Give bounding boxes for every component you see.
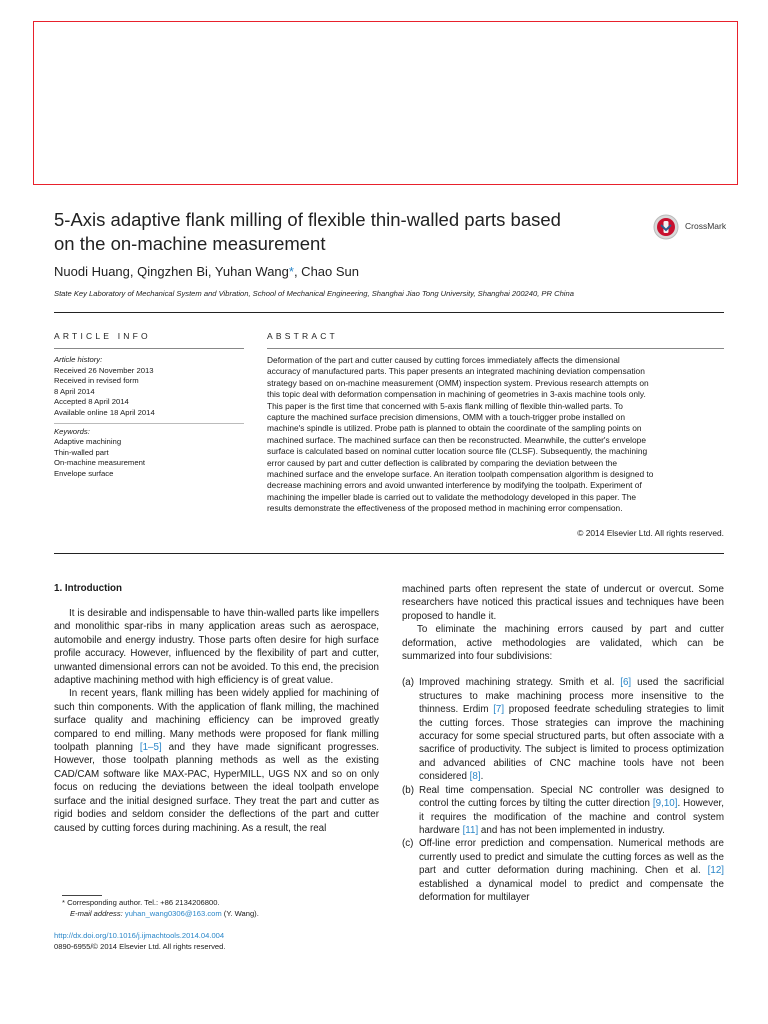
left-column	[54, 607, 379, 835]
right-column	[402, 583, 724, 904]
divider	[54, 312, 724, 313]
paper-title: 5-Axis adaptive flank milling of flexible thin-walled parts based on the on-machine measurement	[54, 209, 561, 254]
affiliation: State Key Laboratory of Mechanical System and Vibration, School of Mechanical Engineering, Shanghai Jiao Tong University, Shanghai 200240, PR China	[54, 289, 574, 298]
article-info-heading: ARTICLE INFO	[54, 331, 151, 341]
history-label: Article history:	[54, 355, 103, 364]
author-list: Nuodi Huang, Qingzhen Bi, Yuhan Wang*, Chao Sun	[54, 264, 359, 279]
history-item: 8 April 2014	[54, 386, 95, 396]
email-link[interactable]: yuhan_wang0306@163.com	[124, 908, 222, 918]
copyright: © 2014 Elsevier Ltd. All rights reserved.	[577, 528, 724, 538]
abstract-text: Deformation of the part and cutter caused by cutting forces immediately affects the dimensional accuracy of manufactured parts. This paper presents an integrated machining deviation compensation strategy based on on-machine measurement (OMM) inspection system. Previous research attempts on this topic deal with deformation compensation in machining of geometries in 3-axis machine tools only. This paper is the first time that concerned with 5-axis flank milling of flexible thin-walled parts. To capture the machined surface precision dimensions, OMM with a touch-trigger probe installed on machine's spindle is utilized. Probe path is planned to obtain the coordinate of the sampling points on machined surface. The machined surface can then be reconstructed. Meanwhile, the cutter's envelope surface is calculated based on nominal cutter location source file (CLSF). Subsequently, the machining error caused by part and cutter deflection is calibrated by comparing the deviation between the machined surface and the envelope surface. An iteration toolpath compensation algorithm is designed to decrease machining errors and avoid unwanted interference by modifying the toolpath. Experiment of machining the impeller blade is carried out to validate the methodology developed in this paper. The results demonstrate the effectiveness of the proposed method in machining error compensation.	[267, 355, 654, 514]
footnote-divider	[62, 895, 102, 896]
crossmark-label: CrossMark	[685, 221, 727, 231]
divider	[54, 553, 724, 554]
section-heading-introduction: 1. Introduction	[54, 583, 123, 594]
corresponding-author-note: * Corresponding author. Tel.: +86 2134206800.	[62, 898, 220, 907]
history-item: Available online 18 April 2014	[54, 407, 155, 417]
divider	[267, 348, 724, 349]
keyword: Thin-walled part	[54, 447, 109, 457]
crossmark-badge[interactable]	[653, 214, 763, 240]
list-item-c: (c) Off-line error prediction and compensation. Numerical methods are currently used to predict and simulate the cutting forces as well as the part and cutter deformation during machining. Chen et al. [12] established a dynamical model to predict and compensate the deformation for multilayer	[402, 838, 724, 903]
issn-line: 0890-6955/© 2014 Elsevier Ltd. All rights reserved.	[54, 941, 226, 951]
citation-link[interactable]: [9,10]	[652, 798, 678, 810]
citation-link[interactable]: [8]	[469, 771, 481, 783]
doi-block	[54, 931, 226, 952]
citation-link[interactable]: [7]	[493, 704, 505, 716]
history-item: Received in revised form	[54, 376, 139, 386]
list-item-a: (a) Improved machining strategy. Smith et al. [6] used the sacrificial structures to make machining process more insensitive to the thinness. Erdim [7] proposed feedrate scheduling strategies to limit the cutting forces. Those strategies can improve the machining accuracy for some special structured parts, but often associate with a sacrifice of productivity. The subject is limited to process optimization and advanced abilities of CNC machine tools have not been considered [8].	[402, 677, 724, 783]
paragraph: It is desirable and indispensable to have thin-walled parts like impellers and monolithic spar-ribs in many application areas such as aerospace, automobile and energy industry. Those parts often desire for high surface profile accuracy. However, influenced by the flexibility of part and cutter, unwanted dimensional errors can not be avoided. To this end, the precision adaptive machining method with high efficiency is of great value.	[54, 608, 379, 687]
citation-link[interactable]: [12]	[707, 865, 724, 877]
abstract-heading: ABSTRACT	[267, 331, 338, 341]
history-item: Received 26 November 2013	[54, 365, 154, 375]
crossmark-icon	[653, 214, 679, 240]
corresponding-author-link[interactable]: *	[288, 264, 294, 279]
footnote: * Corresponding author. Tel.: +86 2134206800. E-mail address: yuhan_wang0306@163.com (Y. Wang).	[62, 898, 259, 918]
divider	[54, 348, 244, 349]
keyword: Adaptive machining	[54, 437, 122, 447]
keyword: On-machine measurement	[54, 458, 146, 468]
citation-link[interactable]: [6]	[620, 677, 632, 689]
history-item: Accepted 8 April 2014	[54, 397, 129, 407]
list-item-b: (b) Real time compensation. Special NC controller was designed to control the cutting forces by tilting the cutter direction [9,10]. However, it requires the modification of the machine and control system hardware [11] and has not been implemented in industry.	[402, 784, 724, 836]
keywords-label: Keywords:	[54, 426, 90, 436]
paragraph: To eliminate the machining errors caused by part and cutter deformation, active methodologies are validated, which can be summarized into four subdivisions:	[402, 624, 724, 663]
header-placeholder-box	[33, 21, 738, 185]
paragraph: machined parts often represent the state of undercut or overcut. Some researchers have noticed this practical issues and techniques have been proposed to handle it.	[402, 584, 724, 622]
divider	[54, 423, 244, 424]
doi-link[interactable]: http://dx.doi.org/10.1016/j.ijmachtools.2014.04.004	[54, 931, 225, 940]
citation-link[interactable]: [1–5]	[139, 742, 162, 754]
paragraph: In recent years, flank milling has been widely applied for machining of such thin components. With the application of flank milling, the machined surface quality and machining efficiency can be improved greatly compared to end milling. Many methods were proposed for flank milling toolpath planning [1–5] and they have made significant progresses. However, those toolpath planning methods as well as the existing CAD/CAM software like MAX-PAC, HyperMILL, UGS NX and so on only focus on reducing the deviations between the ideal toolpath envelope surface and the initial designed surface. They treat the part and cutter as rigid bodies and seldom consider the deflections of the part and cutter caused by cutting forces during machining. As a result, the real	[54, 688, 379, 834]
citation-link[interactable]: [11]	[462, 824, 479, 836]
article-info	[54, 355, 244, 480]
keyword: Envelope surface	[54, 468, 114, 478]
